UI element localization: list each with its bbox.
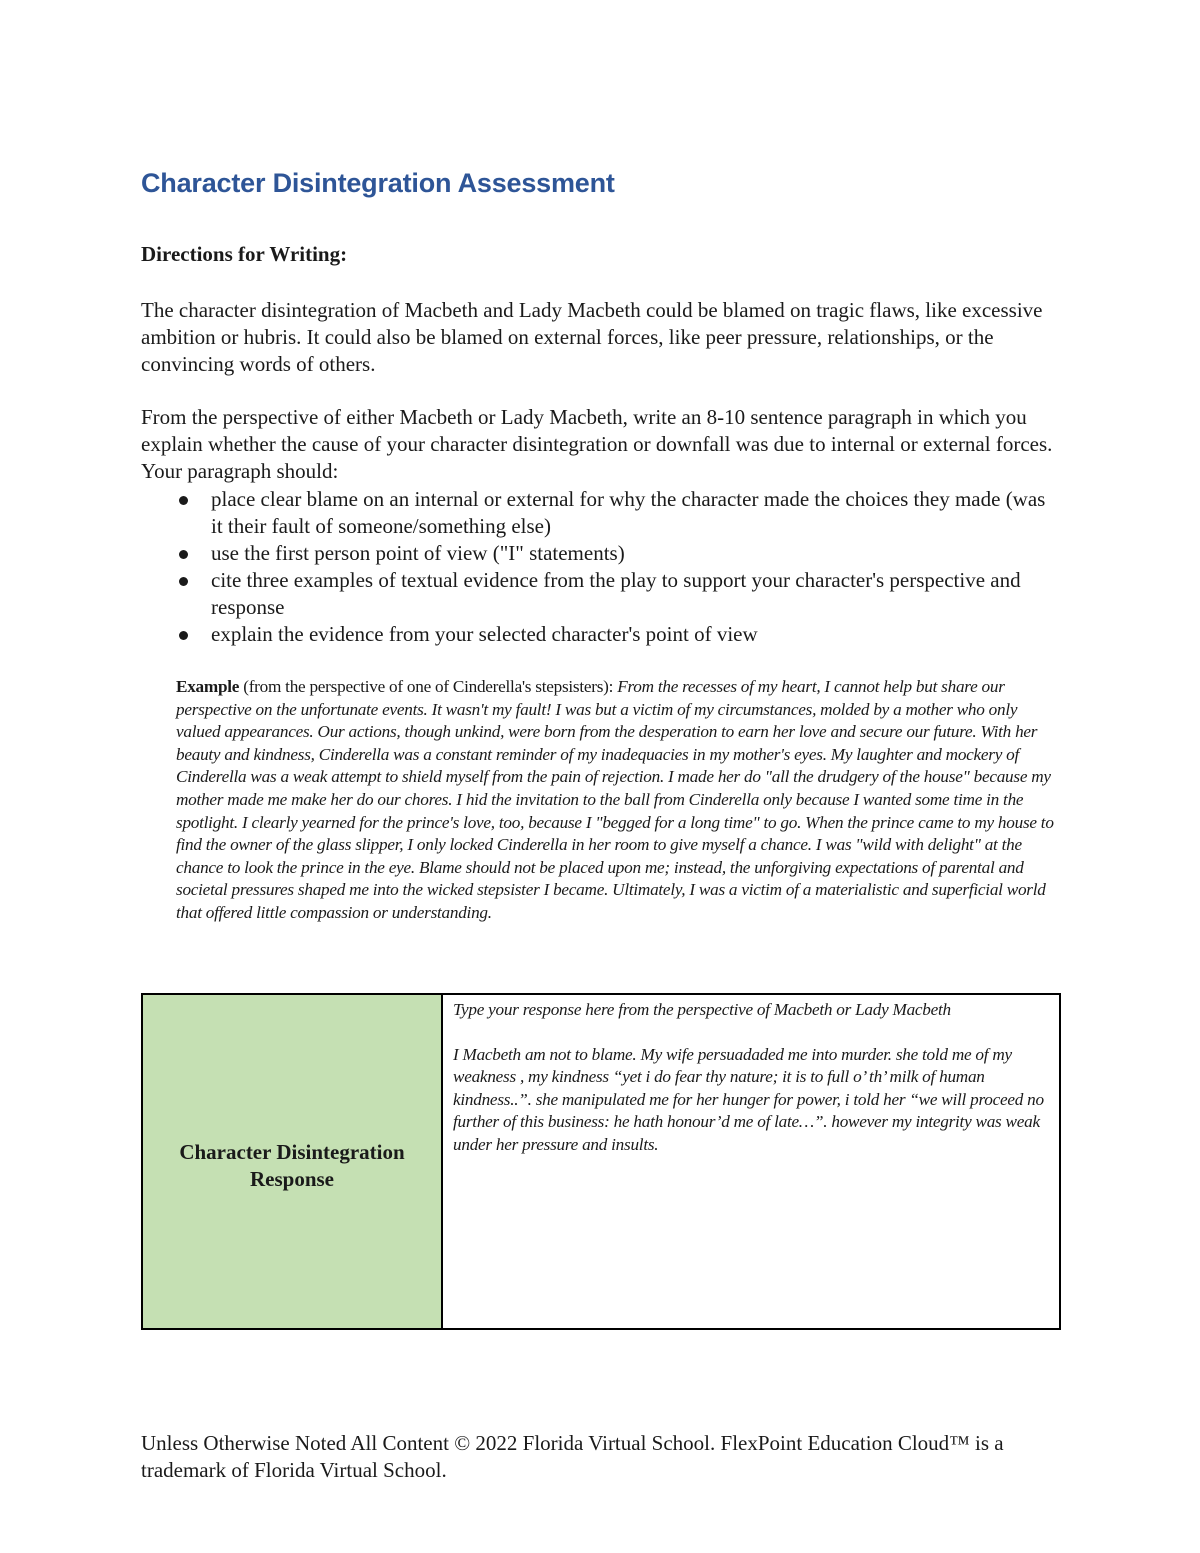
list-item-text: cite three examples of textual evidence from the play to support your character's perspective and response [211, 568, 1021, 619]
bullet-icon [179, 631, 188, 640]
instructions-paragraph: From the perspective of either Macbeth or Lady Macbeth, write an 8-10 sentence paragraph in which you explain whether the cause of your character disintegration or downfall was due to internal or external forces. Your paragraph should: [141, 405, 1053, 483]
example-body: From the recesses of my heart, I cannot help but share our perspective on the unfortunate events. It wasn't my fault! I was but a victim of my circumstances, molded by a mother who only valued appearances. Our actions, though unkind, were born from the desperation to earn her love and secure our future. With her beauty and kindness, Cinderella was a constant reminder of my inadequacies in my mother's eyes. My laughter and mockery of Cinderella was a weak attempt to shield myself from the pain of rejection. I made her do "all the drudgery of the house" because my mother made me make her do our chores. I hid the invitation to the ball from Cinderella only because I wanted some time in the spotlight. I clearly yearned for the prince's love, too, because I "begged for a long time" to go. When the prince came to my house to find the owner of the glass slipper, I only locked Cinderella in her room to give myself a chance. I was "wild with delight" at the chance to look the prince in the eye. Blame should not be placed upon me; instead, the unforgiving expectations of parental and societal pressures shaped me into the wicked stepsister I became. Ultimately, I was a victim of a materialistic and superficial world that offered little compassion or understanding. [176, 677, 1054, 922]
page-title: Character Disintegration Assessment [141, 168, 615, 198]
copyright-footer: Unless Otherwise Noted All Content © 2022 Florida Virtual School. FlexPoint Education Cloud™ is a trademark of Florida Virtual School. [141, 1431, 1004, 1482]
requirements-list [141, 486, 1061, 648]
list-item [141, 621, 1061, 648]
intro-paragraph: The character disintegration of Macbeth and Lady Macbeth could be blamed on tragic flaws, like excessive ambition or hubris. It could also be blamed on external forces, like peer pressure, relationships, or the convincing words of others. [141, 298, 1043, 376]
bullet-icon [179, 496, 188, 505]
response-label-line1: Character Disintegration [179, 1139, 405, 1164]
response-label-cell [142, 994, 442, 1329]
table-row [142, 994, 1060, 1329]
list-item-text: explain the evidence from your selected character's point of view [211, 622, 758, 646]
list-item [141, 567, 1061, 621]
response-prompt: Type your response here from the perspective of Macbeth or Lady Macbeth [453, 1000, 951, 1019]
example-intro: (from the perspective of one of Cinderella's stepsisters): [239, 677, 618, 696]
response-label-line2: Response [249, 1166, 334, 1191]
bullet-icon [179, 577, 188, 586]
list-item-text: use the first person point of view ("I" statements) [211, 541, 625, 565]
bullet-icon [179, 550, 188, 559]
example-paragraph [176, 676, 1064, 925]
list-item [141, 486, 1061, 540]
response-answer-text[interactable]: I Macbeth am not to blame. My wife persuadaded me into murder. she told me of my weakness , my kindness “yet i do fear thy nature; it is to full o’ th’ milk of human kindness..”. she manipulated me for her hunger for power, i told her “we will proceed no further of this business: he hath honour’d me of late…”. however my integrity was weak under her pressure and insults. [453, 1044, 1044, 1154]
directions-heading: Directions for Writing: [141, 242, 348, 266]
list-item [141, 540, 1061, 567]
list-item-text: place clear blame on an internal or external for why the character made the choices they made (was it their fault of someone/something else) [211, 487, 1046, 538]
example-label: Example [176, 677, 240, 696]
response-answer-cell[interactable] [442, 994, 1060, 1329]
response-table [141, 993, 1061, 1330]
